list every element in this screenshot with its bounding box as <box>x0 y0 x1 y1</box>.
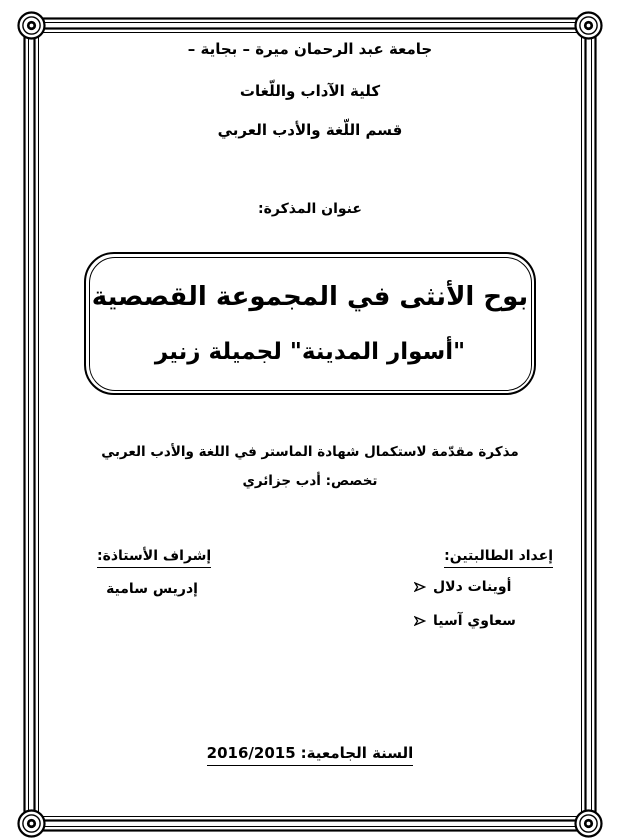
thesis-title-line1: بوح الأنثى في المجموعة القصصية <box>91 281 529 312</box>
student-name: سعاوي آسيا <box>433 613 516 629</box>
memo-title-label: عنوان المذكرة: <box>258 201 362 217</box>
specialty-note: تخصص: أدب جزائري <box>242 473 378 489</box>
university-name: جامعة عبد الرحمان ميرة – بجاية – <box>187 40 433 58</box>
student-name: أوينات دلال <box>433 579 512 595</box>
supervisor-name: إدريس سامية <box>106 581 198 597</box>
thesis-title-line2: "أسوار المدينة" لجميلة زنير <box>154 339 466 366</box>
students-column <box>444 545 553 568</box>
arrowhead-bullet-icon <box>414 581 426 593</box>
academic-year <box>207 744 414 766</box>
title-box <box>84 252 536 395</box>
student-item <box>414 579 511 595</box>
arrowhead-bullet-icon <box>414 615 426 627</box>
academic-year-value: 2016/2015 <box>206 744 296 762</box>
academic-year-row <box>0 743 620 766</box>
degree-note: مذكرة مقدّمة لاستكمال شهادة الماستر في اللغة والأدب العربي <box>101 444 519 460</box>
faculty-name: كلية الآداب واللّغات <box>239 82 381 100</box>
student-item <box>414 613 516 629</box>
supervisor-column <box>97 545 211 568</box>
academic-year-label: السنة الجامعية: <box>300 744 414 762</box>
supervisor-heading: إشراف الأستاذة: <box>97 548 211 568</box>
title-box-inner-border <box>89 257 532 391</box>
department-name: قسم اللّغة والأدب العربي <box>217 121 403 139</box>
students-heading: إعداد الطالبتين: <box>444 548 553 568</box>
